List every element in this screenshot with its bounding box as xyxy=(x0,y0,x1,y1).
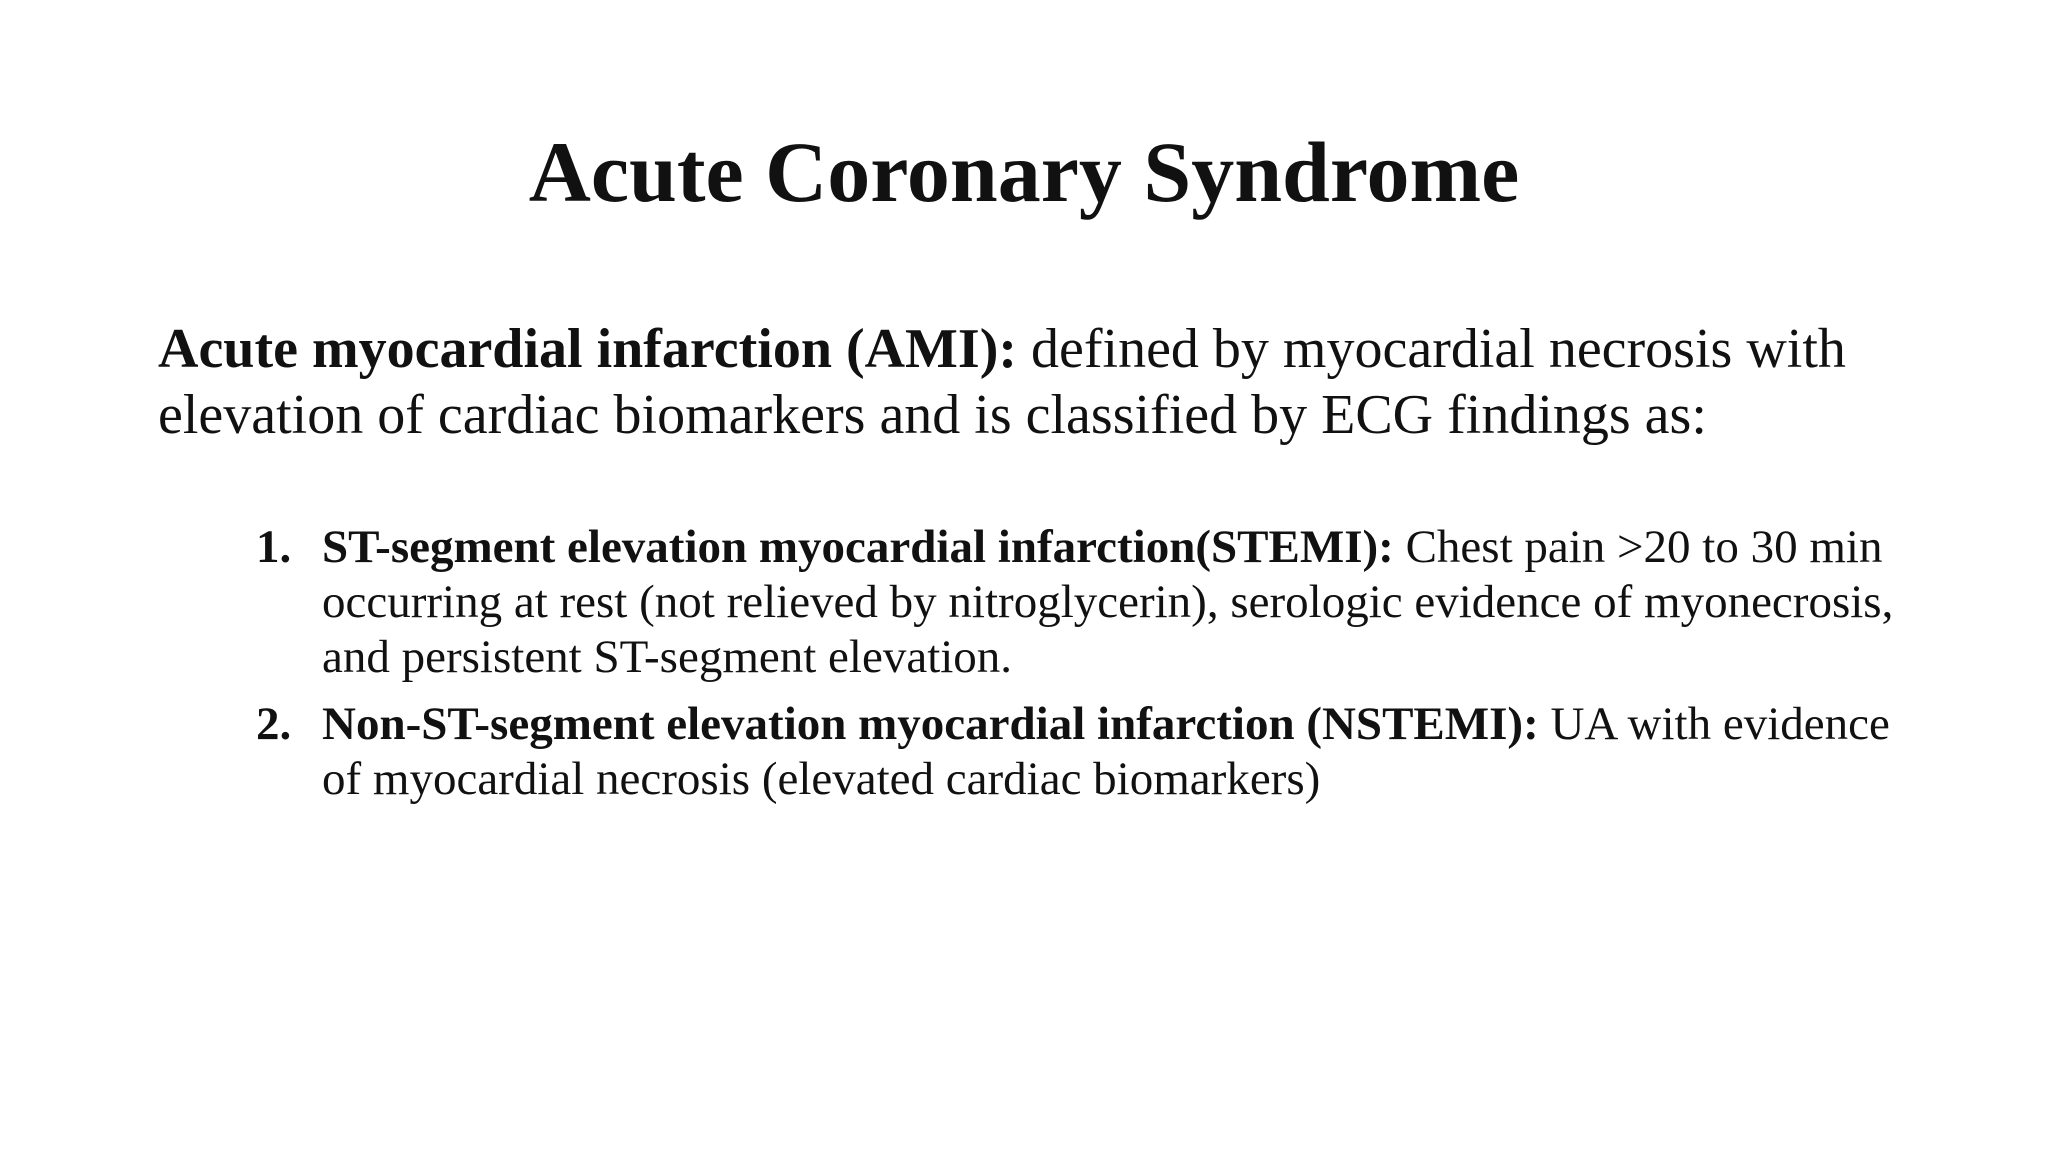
intro-term: Acute myocardial infarction (AMI): xyxy=(158,318,1018,380)
list-item-term: ST-segment elevation myocardial infarction(STEMI): xyxy=(322,521,1394,573)
list-item-number: 2. xyxy=(256,698,292,750)
list-item-number: 1. xyxy=(256,521,292,573)
list-item-text: Chest pain >20 to 30 min occurring at rest (not relieved by nitroglycerin), serologic evidence of myonecrosis, and persistent ST-segment elevation. xyxy=(322,521,1894,683)
intro-text: defined by myocardial necrosis with elevation of cardiac biomarkers and is classified by ECG findings as: xyxy=(158,318,1846,446)
slide-title: Acute Coronary Syndrome xyxy=(528,124,1520,220)
list-item-nstemi xyxy=(240,697,1900,807)
list-item-text: UA with evidence of myocardial necrosis (elevated cardiac biomarkers) xyxy=(322,698,1890,805)
intro-paragraph xyxy=(158,316,1918,448)
list-item-stemi xyxy=(240,520,1900,685)
classification-list xyxy=(240,520,1900,819)
list-item-term: Non-ST-segment elevation myocardial infarction (NSTEMI): xyxy=(322,698,1539,750)
